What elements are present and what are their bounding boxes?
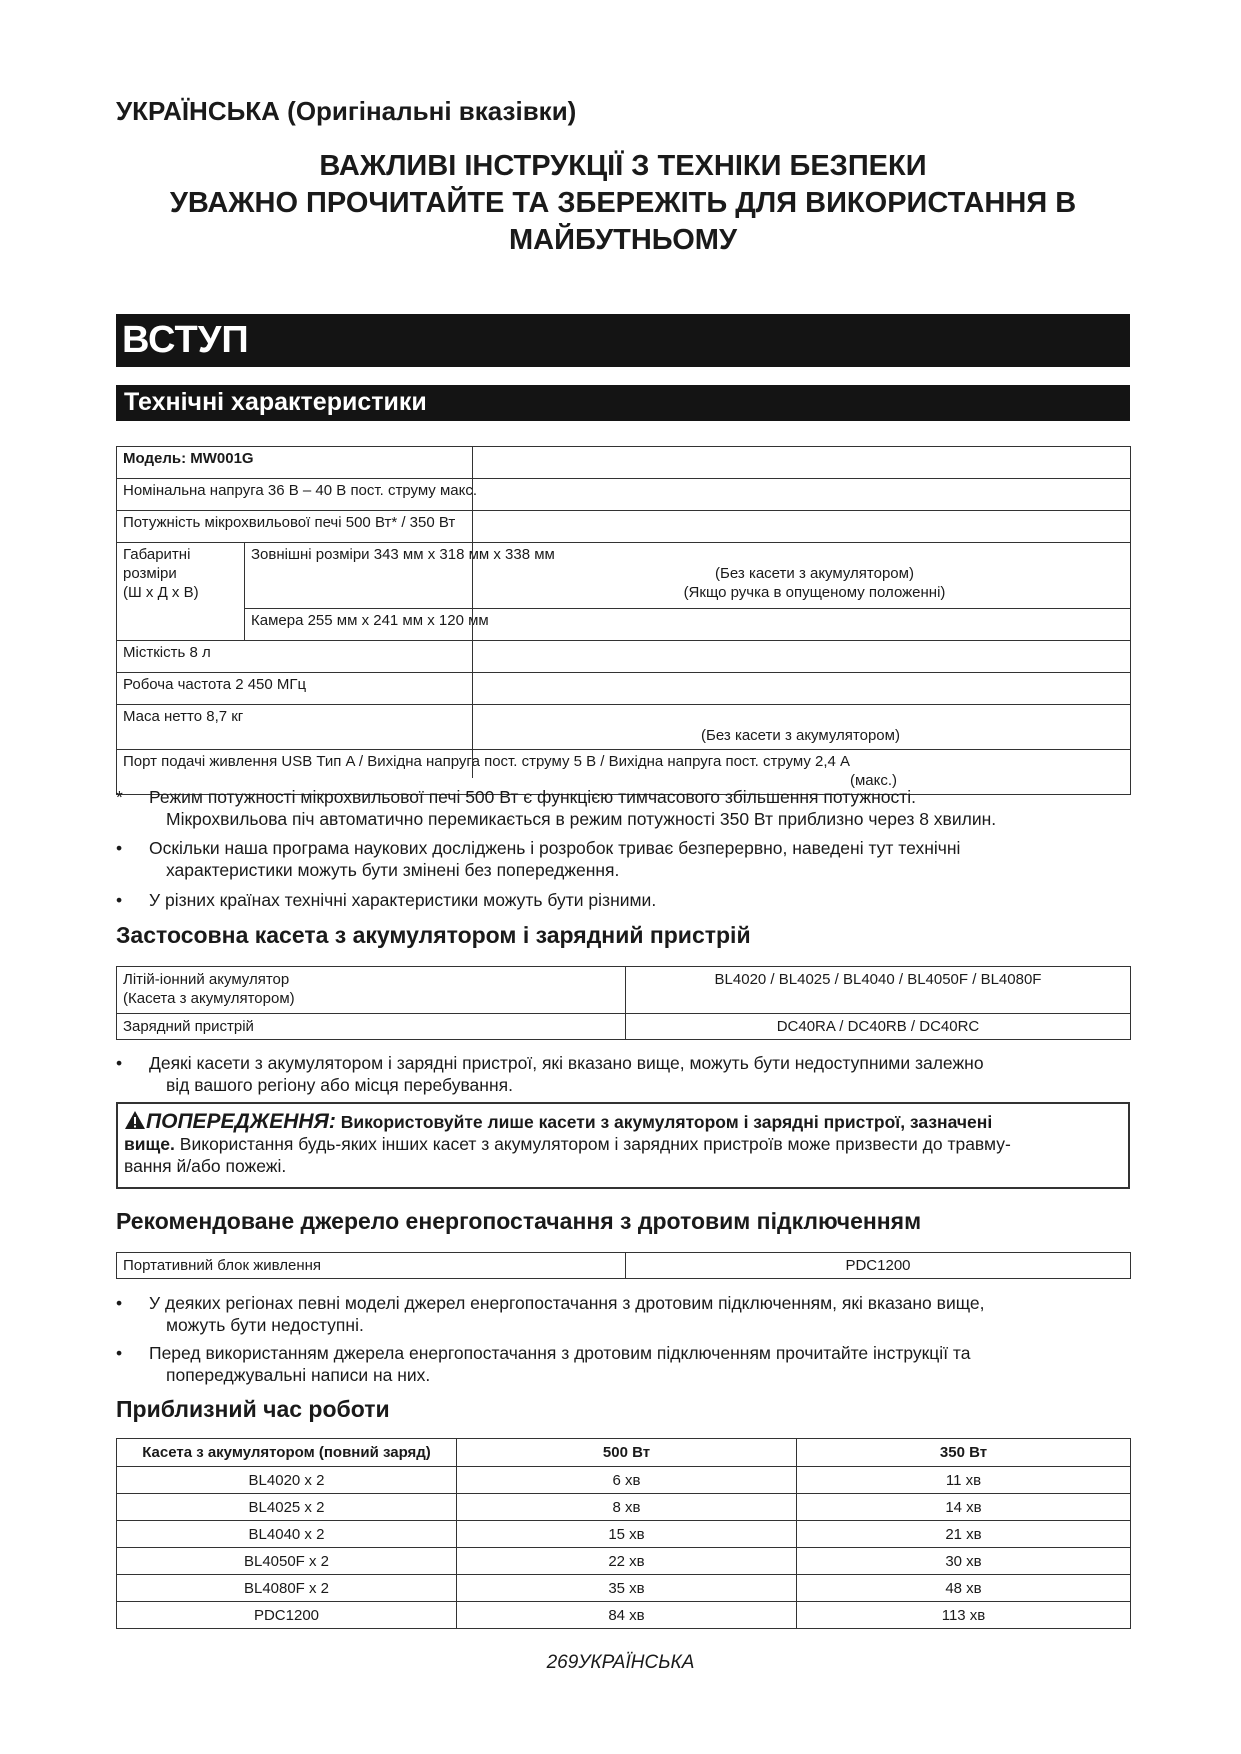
dims-label-line: (Ш x Д x В): [123, 584, 199, 601]
note-item: [116, 837, 1130, 881]
table-row: [117, 967, 1131, 1014]
battery-label-cell: [117, 967, 626, 1014]
note-line: попереджувальні написи на них.: [166, 1365, 431, 1385]
table-row: [117, 1494, 1131, 1521]
note-line: Режим потужності мікрохвильової печі 500 Вт є функцією тимчасового збільшення потужності.: [149, 787, 917, 807]
table-row: [117, 641, 1131, 673]
table-cell: BL4040 x 2: [117, 1521, 457, 1548]
runtime-table: [116, 1438, 1131, 1629]
table-cell: PDC1200: [117, 1602, 457, 1629]
note-line: Перед використанням джерела енергопостачання з дротовим підключенням прочитайте інструкції та: [149, 1343, 971, 1363]
table-cell: 113 хв: [797, 1602, 1131, 1629]
note-marker: •: [116, 1343, 123, 1363]
table-row: [117, 1253, 1131, 1279]
usb-text: Порт подачі живлення USB Тип A / Вихідна напруга пост. струму 5 В / Вихідна напруга пост. струму 2,4 A: [123, 753, 851, 770]
psu-note: [116, 1292, 1130, 1336]
note-item: [116, 889, 1130, 911]
note-item: [116, 786, 1130, 830]
note-line: У деяких регіонах певні моделі джерел енергопостачання з дротовим підключенням, які вказано вище,: [149, 1293, 985, 1313]
warning-label: ПОПЕРЕДЖЕННЯ:: [146, 1110, 336, 1133]
table-row: [117, 1467, 1131, 1494]
warning-triangle-icon: [124, 1110, 146, 1130]
table-row: [117, 1521, 1131, 1548]
warning-bold-text-2: вище.: [124, 1134, 175, 1154]
table-cell: 14 хв: [797, 1494, 1131, 1521]
note-line: від вашого регіону або місця перебування.: [166, 1075, 513, 1095]
note-line: Деякі касети з акумулятором і зарядні пристрої, які вказано вище, можуть бути недоступними залежно: [149, 1053, 984, 1073]
table-row: [117, 609, 1131, 641]
battery-heading: Застосовна касета з акумулятором і зарядний пристрій: [116, 922, 751, 948]
title-line-3: МАЙБУТНЬОМУ: [509, 224, 737, 256]
column-header: 350 Вт: [797, 1439, 1131, 1467]
column-header: Касета з акумулятором (повний заряд): [117, 1439, 457, 1467]
note-marker: *: [116, 787, 123, 807]
table-cell: BL4020 x 2: [117, 1467, 457, 1494]
battery-table: [116, 966, 1131, 1040]
warning-box: [116, 1102, 1130, 1189]
language-heading: УКРАЇНСЬКА (Оригінальні вказівки): [116, 96, 577, 126]
table-row: [117, 511, 1131, 543]
table-cell: 35 хв: [457, 1575, 797, 1602]
page-footer: 269УКРАЇНСЬКА: [546, 1652, 695, 1673]
psu-label-cell: Портативний блок живлення: [117, 1253, 626, 1279]
table-cell: 22 хв: [457, 1548, 797, 1575]
warning-text-line3: вання й/або пожежі.: [124, 1156, 287, 1176]
table-cell: 84 хв: [457, 1602, 797, 1629]
spec-chamber: Камера 255 мм x 241 мм x 120 мм: [245, 609, 1131, 641]
weight-note: (Без касети з акумулятором): [701, 727, 900, 744]
spec-outer-dims: [245, 543, 1131, 609]
spec-weight: [117, 705, 1131, 750]
table-cell: BL4025 x 2: [117, 1494, 457, 1521]
title-line-2: УВАЖНО ПРОЧИТАЙТЕ ТА ЗБЕРЕЖІТЬ ДЛЯ ВИКОРИСТАННЯ В: [169, 187, 1077, 219]
note-line: можуть бути недоступні.: [166, 1315, 364, 1335]
spec-model: Модель: MW001G: [117, 447, 1131, 479]
warning-bold-text: Використовуйте лише касети з акумулятором і зарядні пристрої, зазначені: [340, 1112, 993, 1132]
spec-table-divider: [472, 446, 473, 778]
column-header: 500 Вт: [457, 1439, 797, 1467]
table-row: [117, 705, 1131, 750]
usb-note: (макс.): [849, 772, 898, 789]
note-line: Мікрохвильова піч автоматично перемикається в режим потужності 350 Вт приблизно через 8 хвилин.: [166, 809, 997, 829]
table-cell: 15 хв: [457, 1521, 797, 1548]
note-marker: •: [116, 838, 123, 858]
outer-dims-note2: (Якщо ручка в опущеному положенні): [683, 584, 946, 601]
table-row: [117, 1548, 1131, 1575]
table-row: [117, 1602, 1131, 1629]
outer-dims-text: Зовнішні розміри 343 мм x 318 мм x 338 мм: [251, 546, 555, 563]
psu-note: [116, 1342, 1130, 1386]
table-row: [117, 673, 1131, 705]
charger-label-cell: Зарядний пристрій: [117, 1014, 626, 1040]
note-marker: •: [116, 1293, 123, 1313]
runtime-heading: Приблизний час роботи: [116, 1396, 390, 1422]
note-line: Оскільки наша програма наукових досліджень і розробок триває безперервно, наведені тут технічні: [149, 838, 961, 858]
battery-note: [116, 1052, 1130, 1096]
table-cell: 11 хв: [797, 1467, 1131, 1494]
table-row: [117, 1014, 1131, 1040]
note-marker: •: [116, 1053, 123, 1073]
battery-label-line: Літій-іонний акумулятор: [123, 971, 290, 988]
table-row: [117, 479, 1131, 511]
outer-dims-note1: (Без касети з акумулятором): [715, 565, 914, 582]
spec-voltage: Номінальна напруга 36 В – 40 В пост. струму макс.: [117, 479, 1131, 511]
table-row: [117, 447, 1131, 479]
psu-value-cell: PDC1200: [626, 1253, 1131, 1279]
battery-label-line: (Касета з акумулятором): [123, 990, 295, 1007]
psu-table: [116, 1252, 1131, 1279]
psu-heading: Рекомендоване джерело енергопостачання з дротовим підключенням: [116, 1208, 922, 1234]
note-line: У різних країнах технічні характеристики можуть бути різними.: [149, 890, 657, 910]
table-cell: 6 хв: [457, 1467, 797, 1494]
table-cell: 8 хв: [457, 1494, 797, 1521]
warning-text: Використання будь-яких інших касет з акумулятором і зарядних пристроїв може призвести до травму-: [179, 1134, 1011, 1154]
table-row: [117, 543, 1131, 609]
table-cell: BL4080F x 2: [117, 1575, 457, 1602]
table-cell: BL4050F x 2: [117, 1548, 457, 1575]
dims-label-line: розміри: [123, 565, 177, 582]
charger-value-cell: DC40RA / DC40RB / DC40RC: [626, 1014, 1131, 1040]
spec-power: Потужність мікрохвильової печі 500 Вт* / 350 Вт: [117, 511, 1131, 543]
note-line: характеристики можуть бути змінені без попередження.: [166, 860, 620, 880]
spec-table: [116, 446, 1131, 795]
title-line-1: ВАЖЛИВІ ІНСТРУКЦІЇ З ТЕХНІКИ БЕЗПЕКИ: [319, 150, 927, 182]
table-row: [117, 1575, 1131, 1602]
table-cell: 21 хв: [797, 1521, 1131, 1548]
table-cell: 30 хв: [797, 1548, 1131, 1575]
spec-frequency: Робоча частота 2 450 МГц: [117, 673, 1131, 705]
spec-dims-label: [117, 543, 245, 641]
dims-label-line: Габаритні: [123, 546, 191, 563]
battery-value-cell: BL4020 / BL4025 / BL4040 / BL4050F / BL4080F: [626, 967, 1131, 1014]
specs-section-bar: Технічні характеристики: [116, 385, 1130, 421]
note-marker: •: [116, 890, 123, 910]
intro-section-bar: ВСТУП: [116, 314, 1130, 367]
weight-text: Маса нетто 8,7 кг: [123, 708, 244, 725]
table-cell: 48 хв: [797, 1575, 1131, 1602]
spec-capacity: Місткість 8 л: [117, 641, 1131, 673]
table-header-row: [117, 1439, 1131, 1467]
